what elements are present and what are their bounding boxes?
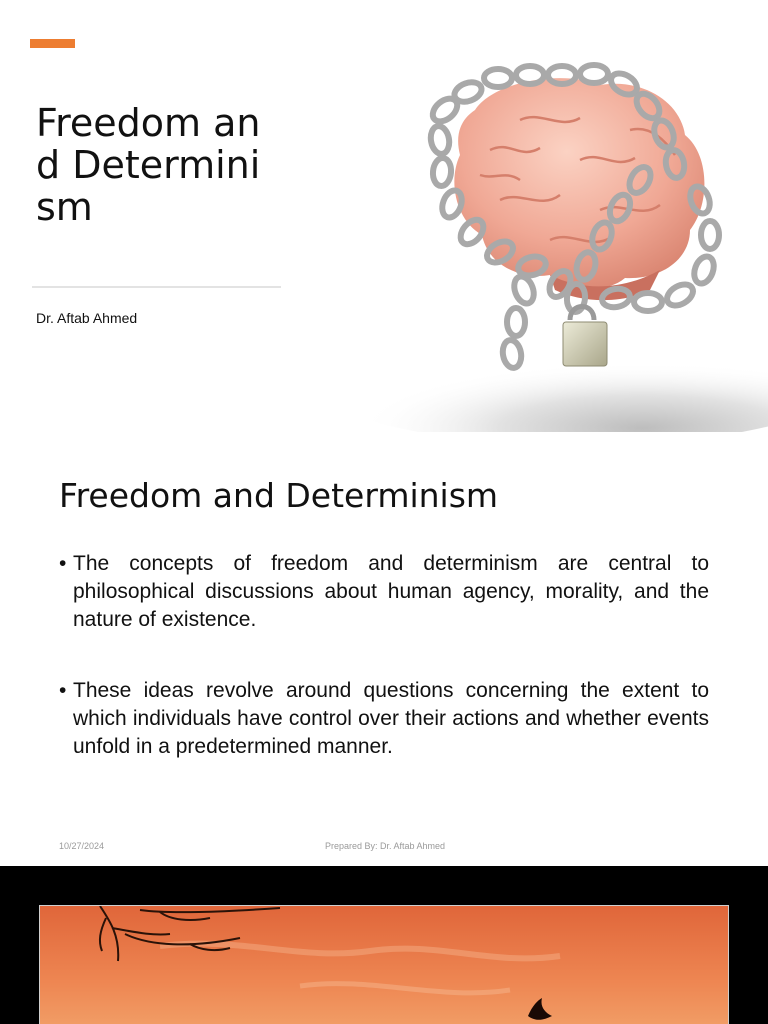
chained-brain-image bbox=[220, 40, 768, 432]
list-item bbox=[59, 677, 709, 761]
footer-prepared-by: Prepared By: Dr. Aftab Ahmed bbox=[325, 841, 446, 851]
bullet-list bbox=[59, 550, 709, 804]
accent-bar bbox=[30, 39, 75, 48]
sunset-photo-frame bbox=[39, 905, 729, 1024]
list-item bbox=[59, 550, 709, 634]
content-slide bbox=[0, 432, 768, 866]
bullet-text: The concepts of freedom and determinism are central to philosophical discussions about human agency, morality, and the nature of existence. bbox=[73, 552, 709, 631]
bullet-icon: • bbox=[59, 552, 67, 575]
sunset-bird-image bbox=[40, 906, 729, 1024]
slide-title: Freedom and Determinism bbox=[36, 101, 261, 229]
footer-date: 10/27/2024 bbox=[59, 841, 105, 851]
title-slide bbox=[0, 0, 768, 432]
author-name: Dr. Aftab Ahmed bbox=[36, 310, 138, 326]
bullet-text: These ideas revolve around questions concerning the extent to which individuals have control over their actions and whether events unfold in a predetermined manner. bbox=[73, 679, 709, 758]
bullet-icon: • bbox=[59, 679, 67, 702]
image-slide bbox=[0, 866, 768, 1024]
slide-title: Freedom and Determinism bbox=[59, 476, 499, 515]
